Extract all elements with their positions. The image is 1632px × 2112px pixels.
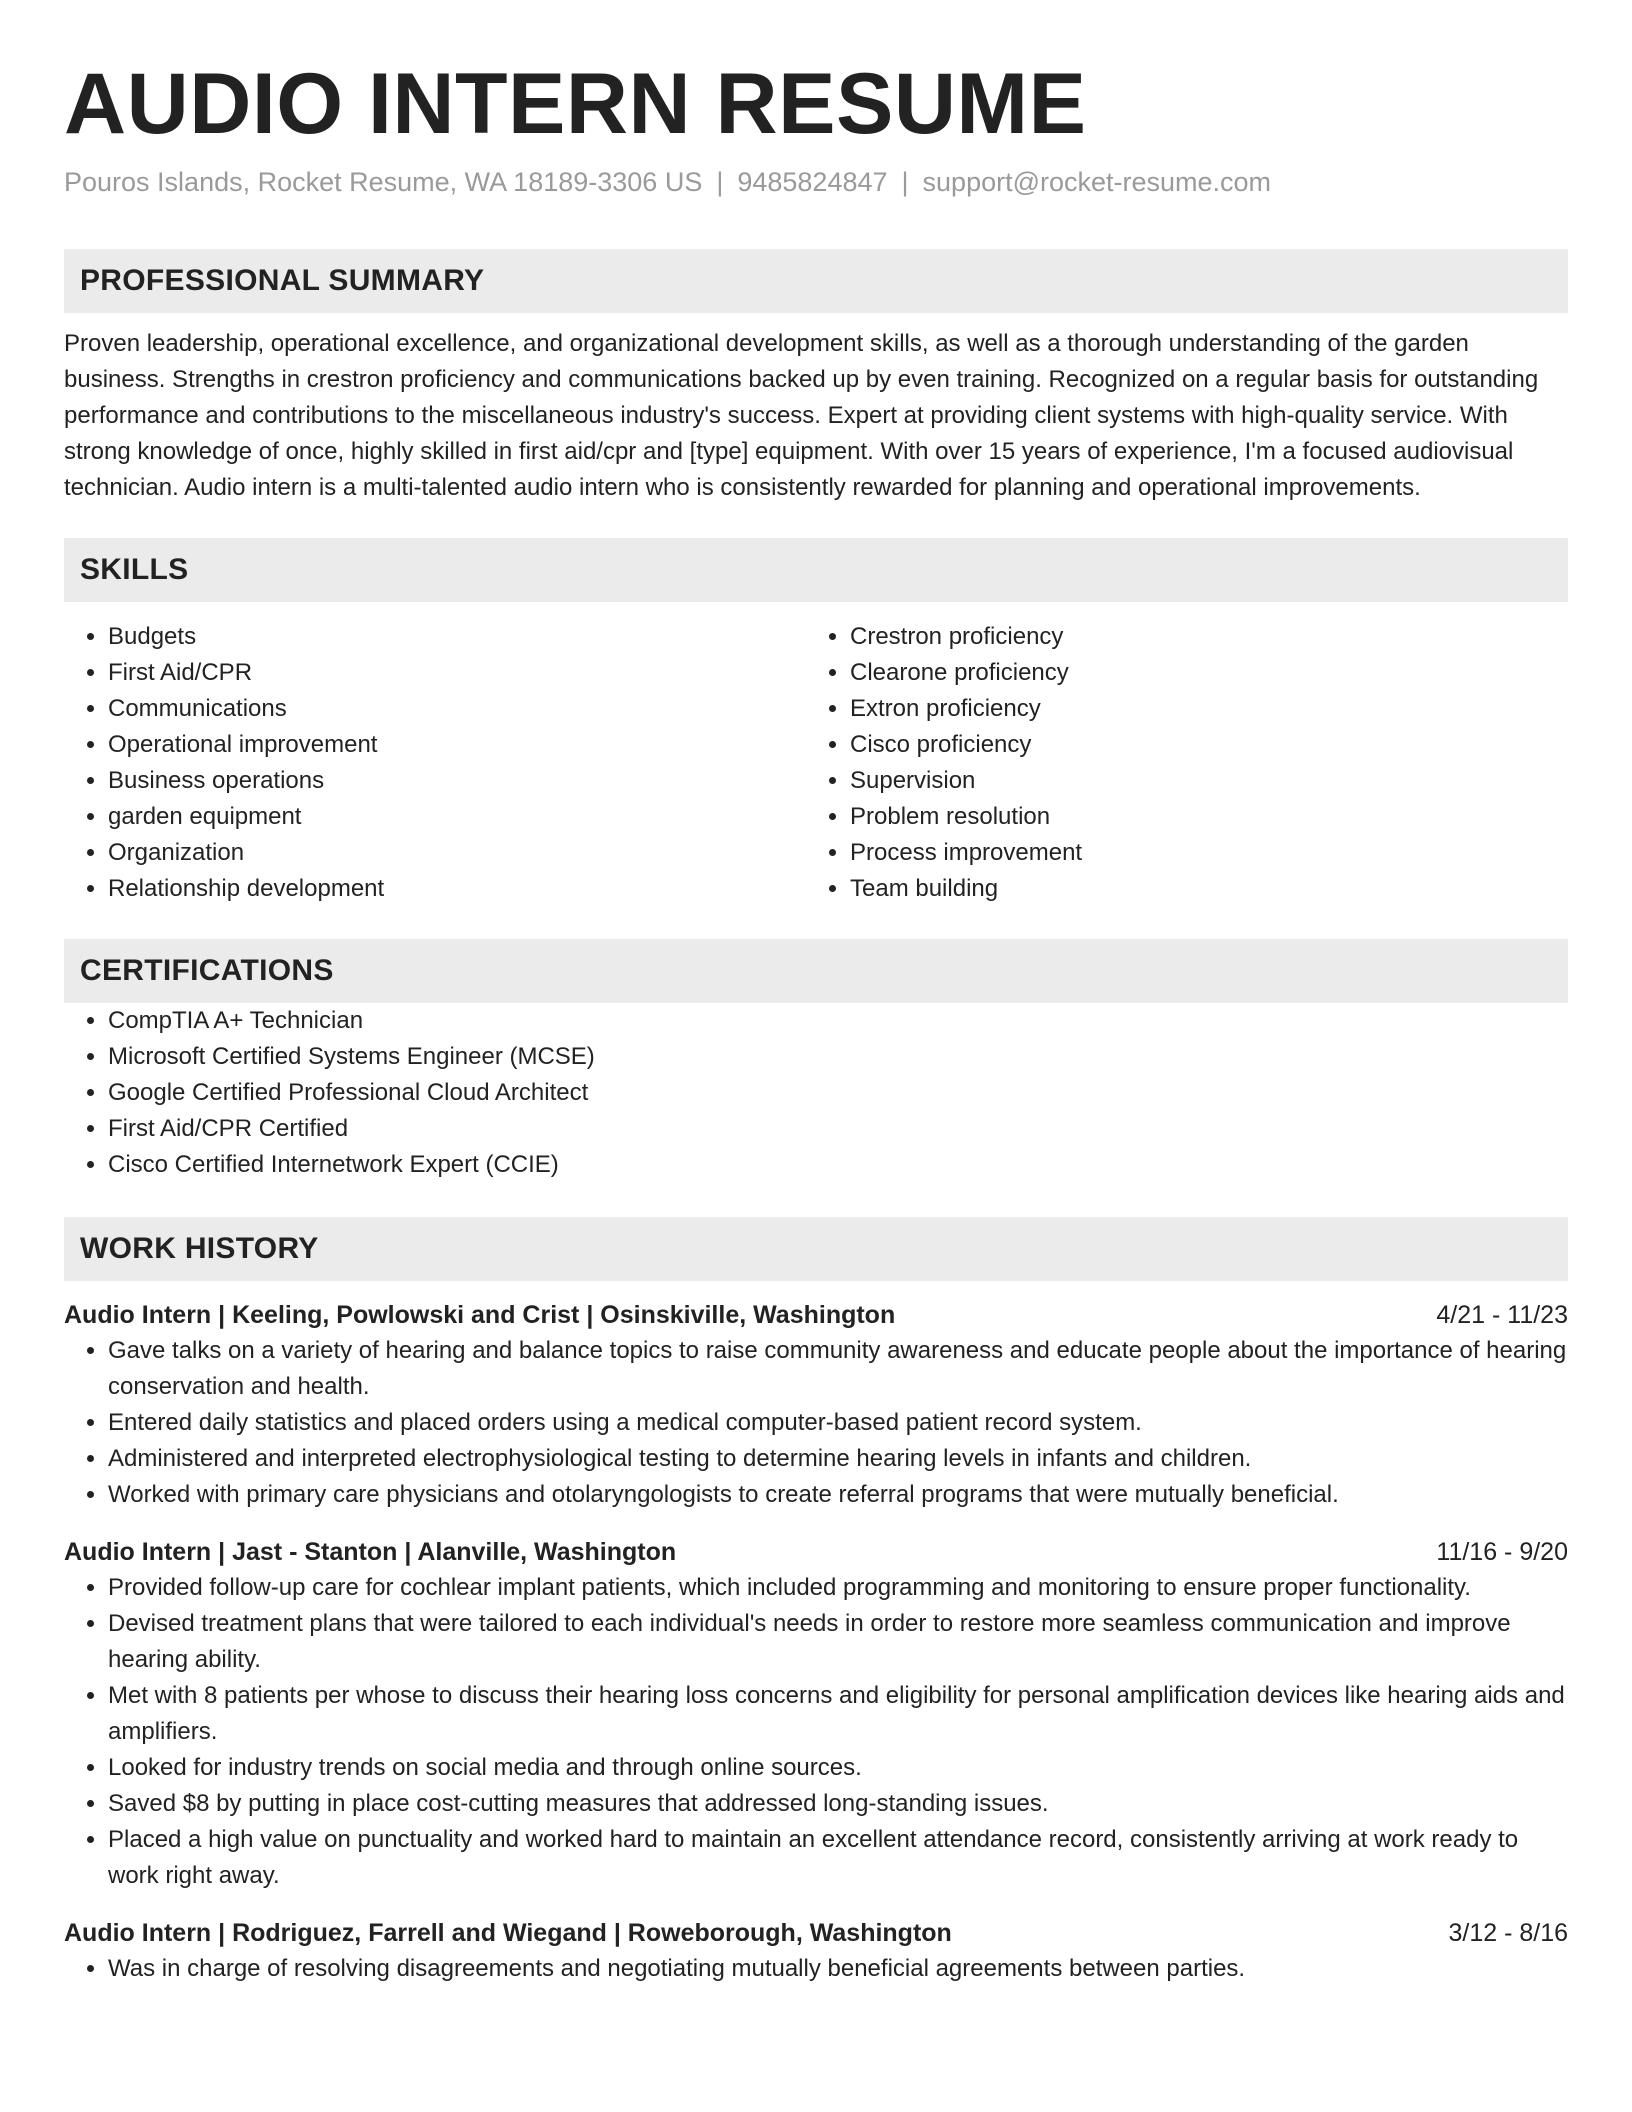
job-title: Audio Intern | Keeling, Powlowski and Crist | Osinskiville, Washington (64, 1301, 896, 1329)
job-entry (64, 1915, 1568, 1987)
skill-item: • Team building (850, 871, 1548, 907)
job-dates: 3/12 - 8/16 (1448, 1919, 1568, 1947)
certification-item: • Cisco Certified Internetwork Expert (CCIE) (108, 1147, 1568, 1183)
job-duties (64, 1951, 1568, 1987)
skill-item: • Clearone proficiency (850, 655, 1548, 691)
contact-address: Pouros Islands, Rocket Resume, WA 18189-3306 US (64, 167, 703, 197)
job-duty: • Administered and interpreted electrophysiological testing to determine hearing levels in infants and children. (108, 1441, 1568, 1477)
job-duty: • Met with 8 patients per whose to discuss their hearing loss concerns and eligibility for personal amplification devices like hearing aids and amplifiers. (108, 1678, 1568, 1750)
skill-item: • Organization (108, 835, 806, 871)
skills-column-left (64, 619, 806, 907)
contact-separator: | (716, 167, 724, 197)
job-title: Audio Intern | Rodriguez, Farrell and Wiegand | Roweborough, Washington (64, 1919, 952, 1947)
job-title: Audio Intern | Jast - Stanton | Alanville, Washington (64, 1538, 677, 1566)
certification-item: • Microsoft Certified Systems Engineer (MCSE) (108, 1039, 1568, 1075)
contact-line (64, 164, 1568, 200)
job-dates: 11/16 - 9/20 (1436, 1538, 1568, 1566)
job-duty: • Devised treatment plans that were tailored to each individual's needs in order to restore more seamless communication and improve hearing ability. (108, 1606, 1568, 1678)
job-duty: • Provided follow-up care for cochlear implant patients, which included programming and monitoring to ensure proper functionality. (108, 1570, 1568, 1606)
skill-item: • Cisco proficiency (850, 727, 1548, 763)
job-duties (64, 1333, 1568, 1513)
section-heading-certifications: CERTIFICATIONS (64, 939, 1568, 1003)
section-heading-summary: PROFESSIONAL SUMMARY (64, 249, 1568, 313)
section-heading-skills: SKILLS (64, 538, 1568, 602)
job-duty: • Entered daily statistics and placed orders using a medical computer-based patient record system. (108, 1405, 1568, 1441)
job-duty: • Saved $8 by putting in place cost-cutting measures that addressed long-standing issues. (108, 1786, 1568, 1822)
skill-item: • Operational improvement (108, 727, 806, 763)
contact-phone: 9485824847 (737, 167, 888, 197)
skill-item: • Business operations (108, 763, 806, 799)
job-duty: • Was in charge of resolving disagreements and negotiating mutually beneficial agreements between parties. (108, 1951, 1568, 1987)
contact-separator: | (901, 167, 909, 197)
job-header (64, 1297, 1568, 1333)
skill-item: • Crestron proficiency (850, 619, 1548, 655)
job-duty: • Looked for industry trends on social media and through online sources. (108, 1750, 1568, 1786)
job-header (64, 1534, 1568, 1570)
skill-item: • Process improvement (850, 835, 1548, 871)
skill-item: • Relationship development (108, 871, 806, 907)
page-title: AUDIO INTERN RESUME (64, 56, 1087, 152)
skills-list (64, 619, 1568, 907)
job-duties (64, 1570, 1568, 1894)
job-header (64, 1915, 1568, 1951)
skill-item: • garden equipment (108, 799, 806, 835)
job-duty: • Gave talks on a variety of hearing and balance topics to raise community awareness and educate people about the importance of hearing conservation and health. (108, 1333, 1568, 1405)
contact-email: support@rocket-resume.com (922, 167, 1272, 197)
skill-item: • Budgets (108, 619, 806, 655)
job-dates: 4/21 - 11/23 (1436, 1301, 1568, 1329)
skill-item: • First Aid/CPR (108, 655, 806, 691)
certifications-list (64, 1003, 1568, 1183)
summary-text: Proven leadership, operational excellence, and organizational development skills, as well as a thorough understanding of the garden business. Strengths in crestron proficiency and communications backed up by even training. Recognized on a regular basis for outstanding performance and contributions to the miscellaneous industry's success. Expert at providing client systems with high-quality service. With strong knowledge of once, highly skilled in first aid/cpr and [type] equipment. With over 15 years of experience, I'm a focused audiovisual technician. Audio intern is a multi-talented audio intern who is consistently rewarded for planning and operational improvements. (64, 330, 1539, 501)
job-entry (64, 1297, 1568, 1513)
job-duty: • Worked with primary care physicians and otolaryngologists to create referral programs that were mutually beneficial. (108, 1477, 1568, 1513)
certification-item: • CompTIA A+ Technician (108, 1003, 1568, 1039)
job-duty: • Placed a high value on punctuality and worked hard to maintain an excellent attendance record, consistently arriving at work ready to work right away. (108, 1822, 1568, 1894)
job-entry (64, 1534, 1568, 1894)
skill-item: • Communications (108, 691, 806, 727)
skill-item: • Extron proficiency (850, 691, 1548, 727)
section-heading-work-history: WORK HISTORY (64, 1217, 1568, 1281)
certification-item: • Google Certified Professional Cloud Architect (108, 1075, 1568, 1111)
skills-column-right (806, 619, 1548, 907)
certification-item: • First Aid/CPR Certified (108, 1111, 1568, 1147)
skill-item: • Problem resolution (850, 799, 1548, 835)
skill-item: • Supervision (850, 763, 1548, 799)
